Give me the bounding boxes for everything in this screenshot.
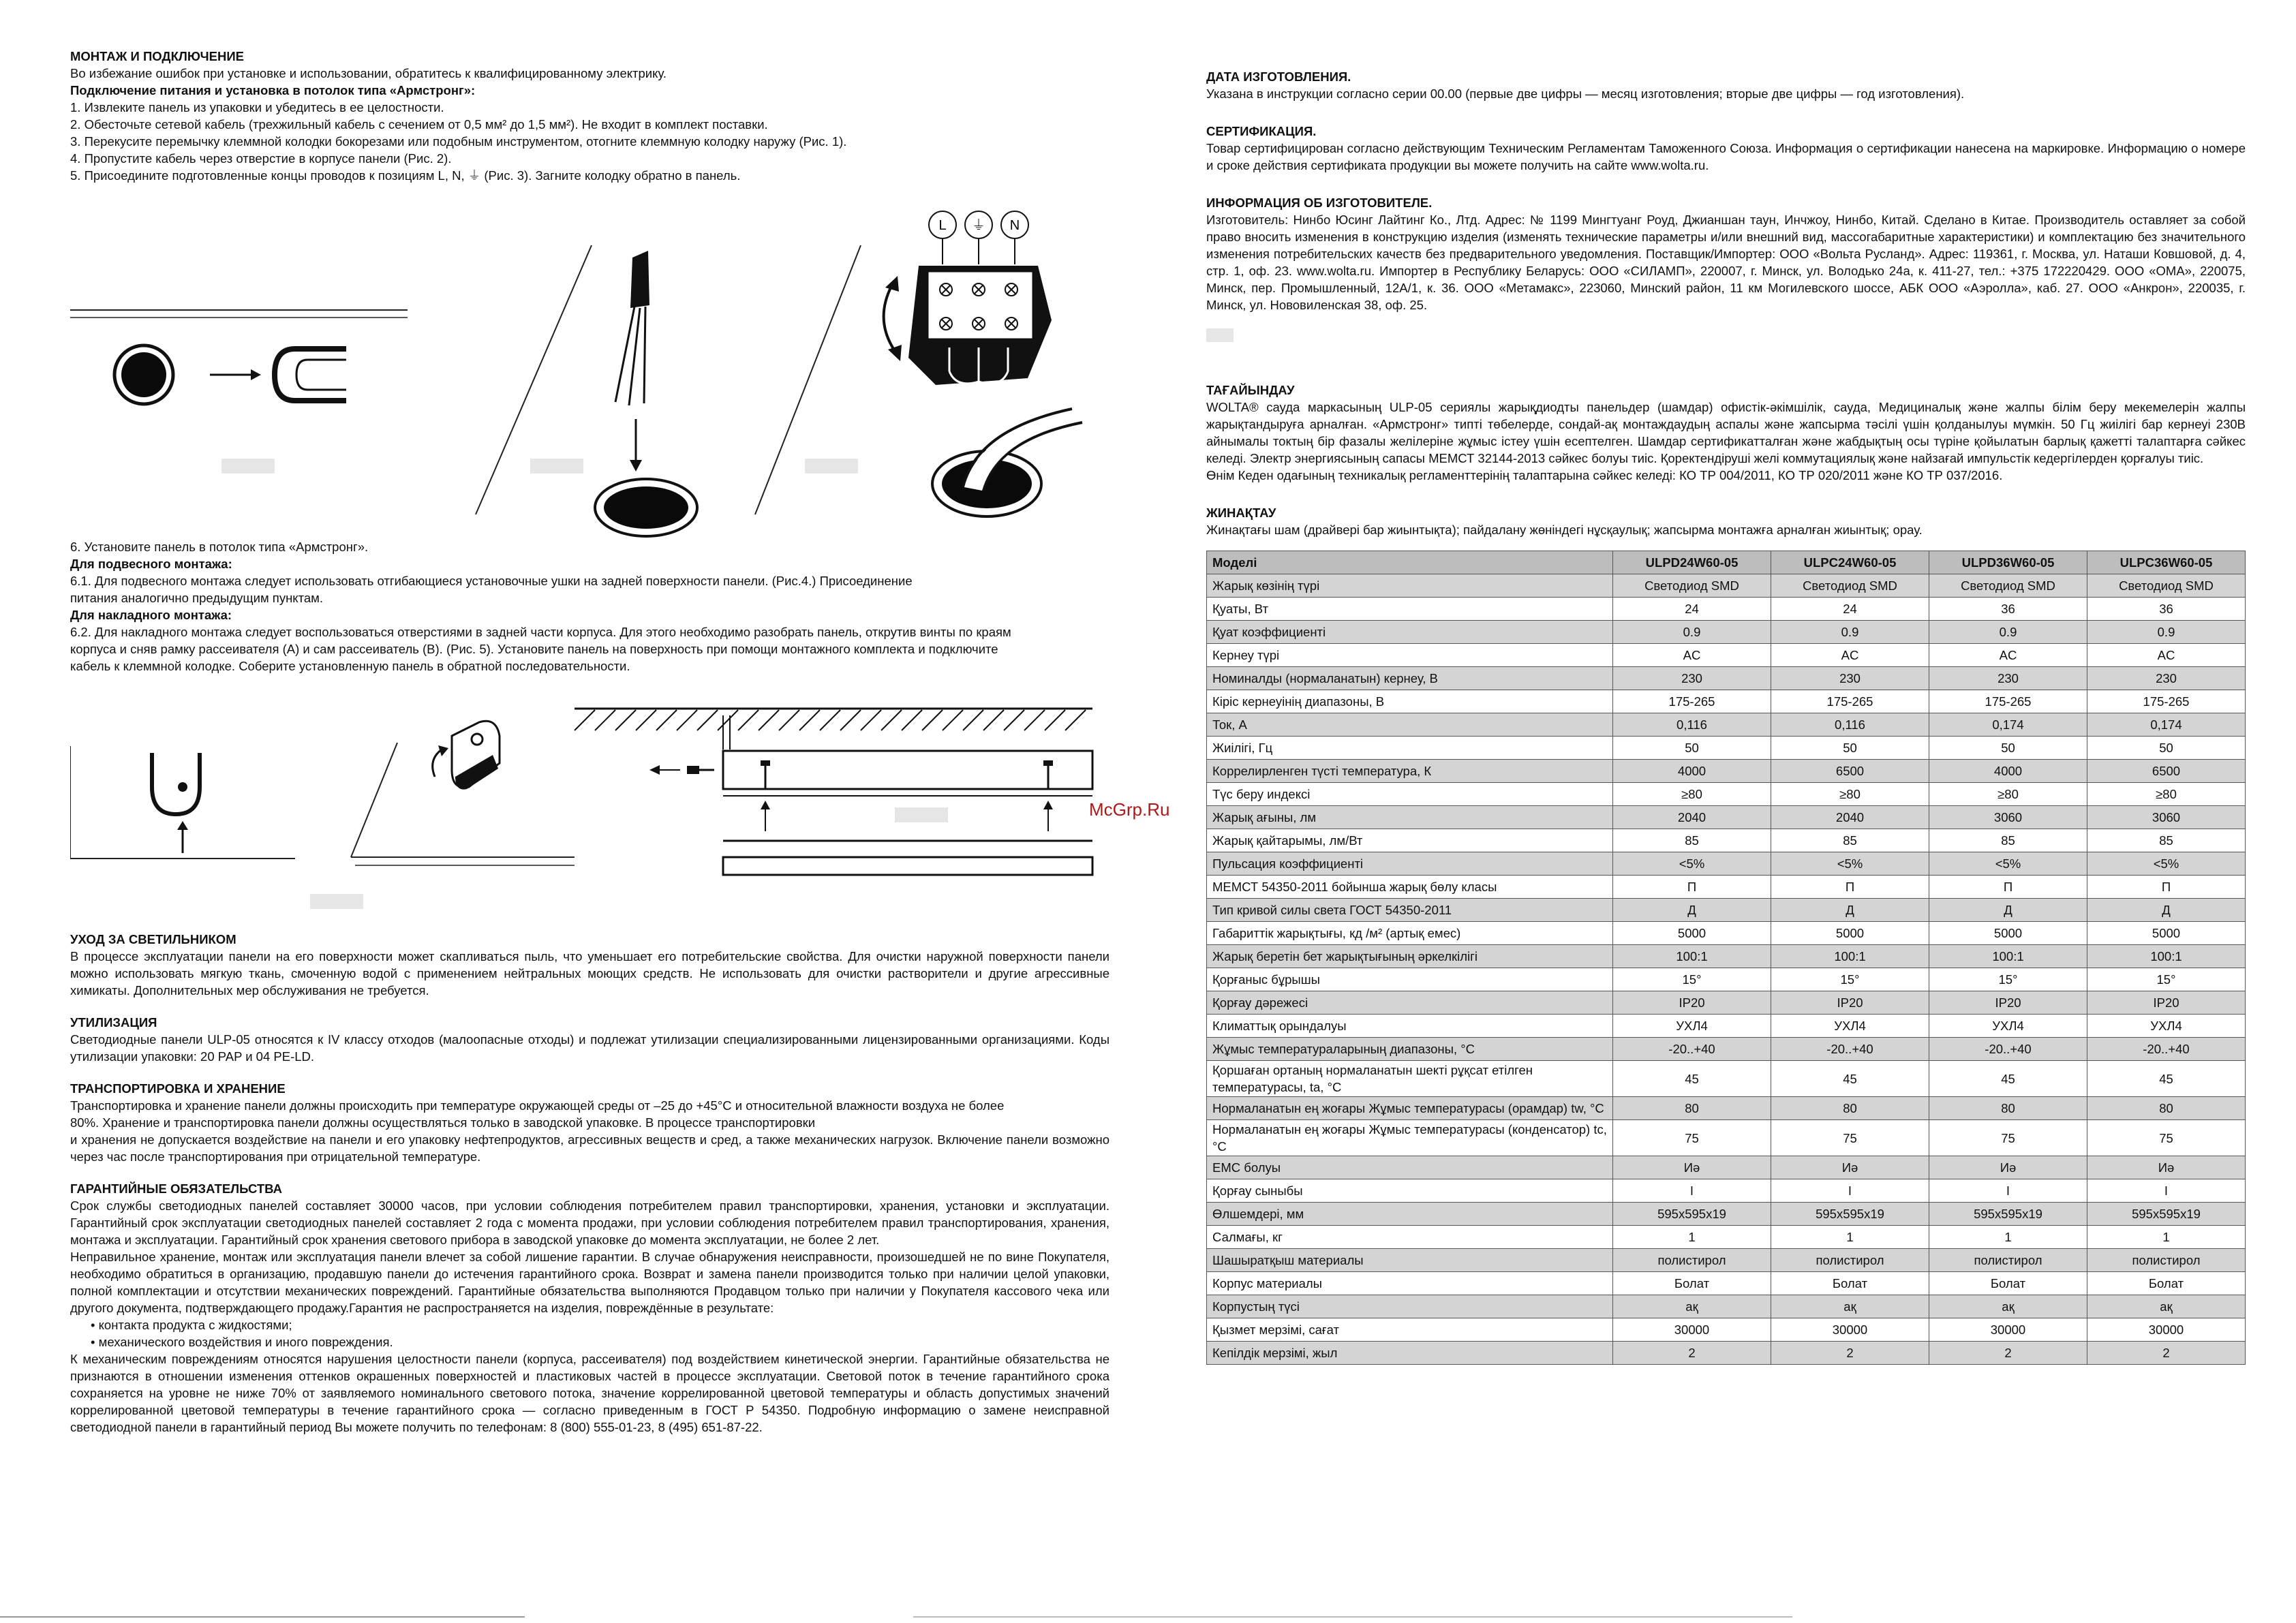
table-cell: 595x595x19	[1613, 1203, 1771, 1226]
warranty-bullet-2: • механического воздействия и иного повреждения.	[91, 1335, 393, 1349]
table-row	[1207, 690, 2246, 713]
table-cell: 6500	[1771, 760, 1929, 783]
table-row-label: Нормаланатын ең жоғары Жұмыс температурасы (конденсатор) tc, °С	[1207, 1120, 1613, 1156]
watermark: McGrp.Ru	[1089, 799, 1170, 820]
table-cell: 2	[2087, 1342, 2246, 1365]
figure-3	[755, 211, 1082, 516]
table-row-label: Қорғау дәрежесі	[1207, 991, 1613, 1015]
table-row	[1207, 1226, 2246, 1249]
table-cell: 85	[1613, 829, 1771, 852]
table-cell: УХЛ4	[2087, 1015, 2246, 1038]
table-row-label: Жарық көзінің түрі	[1207, 574, 1613, 598]
table-cell: AC	[1613, 644, 1771, 667]
table-cell: 80	[2087, 1097, 2246, 1120]
table-row-label: Нормаланатын ең жоғары Жұмыс температурасы (орамдар) tw, °С	[1207, 1097, 1613, 1120]
mount-intro: Во избежание ошибок при установке и использовании, обратитесь к квалифицированному электрику.	[70, 66, 667, 80]
table-row-label: Жарық беретін бет жарықтығының әркелкілігі	[1207, 945, 1613, 968]
table-cell: полистирол	[1613, 1249, 1771, 1272]
table-header-cell: ULPC36W60-05	[2087, 551, 2246, 574]
right-page	[1206, 68, 2246, 1365]
table-cell: 50	[1613, 737, 1771, 760]
table-row-label: Кепілдік мерзімі, жыл	[1207, 1342, 1613, 1365]
purpose-text: WOLTA® сауда маркасының ULP-05 сериялы жарықдиодты панельдер (шамдар) офистік-әкімшілік, сауда, Медициналық және жалпы білім беру мекемелерін жалпы жарықтандыруға арналған. «Армстронг» типті төбелерде, сондай-ақ монтаждаудың аспалы және жапсырма тәсілі үшін қолданылуы мүмкін. 50 Гц жиілігі бар кернеуі 230В айнымалы токтың бір фазалы желілеріне жұмыс істеу үшін есептелген. Шамдар сертификатталған және жабдықтың осы түріне қойылатын барлық қажетті талаптарға сәйкес келеді. Электр энергиясының сапасы МЕМСТ 32144-2013 сәйкес болуы тиіс. Қоректендіруші желі коммутациялық және найзағай импульстік кедергілерден қорғалуы тиіс.	[1206, 400, 2246, 465]
table-cell: IP20	[2087, 991, 2246, 1015]
terminal-label-l: L	[938, 218, 947, 233]
table-cell: 0.9	[1929, 621, 2087, 644]
table-row	[1207, 1342, 2246, 1365]
table-row-label: Салмағы, кг	[1207, 1226, 1613, 1249]
table-cell: Болат	[1929, 1272, 2087, 1295]
table-cell: 100:1	[1771, 945, 1929, 968]
table-cell: 595x595x19	[1771, 1203, 1929, 1226]
table-cell: 100:1	[2087, 945, 2246, 968]
table-cell: 230	[1771, 667, 1929, 690]
table-cell: I	[1771, 1179, 1929, 1203]
table-cell: 50	[1771, 737, 1929, 760]
table-row-label: Қорғау сыныбы	[1207, 1179, 1613, 1203]
table-cell: 5000	[1613, 922, 1771, 945]
table-cell: -20..+40	[1929, 1038, 2087, 1061]
table-cell: П	[2087, 876, 2246, 899]
maker-text: Изготовитель: Нинбо Юсинг Лайтинг Ко., Лтд. Адрес: № 1199 Мингтуанг Роуд, Джианшан таун, Инчжоу, Нинбо, Китай. Сделано в Китае. Производитель оставляет за собой право вносить изменения в конструкцию изделия (изменять технические параметры и/или внешний вид, массогабаритные характеристики) и комплектацию без значительного изменения потребительских качеств без предварительного уведомления. Поставщик/Импортер: ООО «Вольта Русланд». Адрес: 119361, г. Москва, ул. Наташи Ковшовой, д. 4, стр. 1, оф. 23. www.wolta.ru. Импортер в Республику Беларусь: ООО «СИЛАМП», 220007, г. Минск, ул. Володько 24а, к. 411-27, тел.: +375 172220429. ООО «ОМА», 220075, Минск, пер. Промышленный, 12А/1, к. 36. ООО «Метамакс», 223060, Минский район, 11 км Могилевского шоссе, АБК ООО «Аэролла», каб. 27. ООО «Анкрон», 220035, г. Минск, ул. Нововиленская 38, оф. 25.	[1206, 213, 2246, 312]
figure-2	[476, 245, 697, 536]
left-page	[70, 48, 1109, 1436]
table-cell: Иә	[2087, 1156, 2246, 1179]
table-cell: Светодиод SMD	[1771, 574, 1929, 598]
spec-table	[1206, 551, 2246, 1365]
bottom-rule-right	[913, 1616, 1792, 1618]
table-cell: 0.9	[2087, 621, 2246, 644]
table-cell: 5000	[1929, 922, 2087, 945]
table-cell: 5000	[1771, 922, 1929, 945]
table-row-label: Қуат коэффициенті	[1207, 621, 1613, 644]
table-cell: AC	[2087, 644, 2246, 667]
warranty-p3: К механическим повреждениям относятся нарушения целостности панели (корпуса, рассеивателя) под воздействием кинетической энергии. Гарантийные обязательства не признаются в отношении изменения оттенков окрашенных поверхностей и пластиковых частей в процессе эксплуатации. Световой поток в течение гарантийного срока сохраняется на уровне не ниже 70% от заявляемого номинального светового потока, значение коррелированной цветовой температуры и область допустимых значений коррелированной цветовой температуры в течение гарантийного срока — согласно приведенным в ГОСТ Р 54350. Подробную информацию о замене неисправной светодиодной панели в гарантийный период Вы можете получить по телефонам: 8 (800) 555-01-23, 8 (495) 651-87-22.	[70, 1352, 1109, 1434]
table-row-label: Корпустың түсі	[1207, 1295, 1613, 1318]
table-cell: ≥80	[1613, 783, 1771, 806]
table-cell: 0,116	[1771, 713, 1929, 737]
mount-step-4: 4. Пропустите кабель через отверстие в корпусе панели (Рис. 2).	[70, 151, 452, 166]
table-row	[1207, 1249, 2246, 1272]
table-cell: <5%	[1613, 852, 1771, 876]
table-cell: 50	[2087, 737, 2246, 760]
table-cell: 45	[1613, 1061, 1771, 1097]
mount-step-1: 1. Извлеките панель из упаковки и убедитесь в ее целостности.	[70, 100, 444, 114]
table-cell: полистирол	[1929, 1249, 2087, 1272]
table-cell: ақ	[1929, 1295, 2087, 1318]
table-cell: ақ	[2087, 1295, 2246, 1318]
table-cell: 15°	[1771, 968, 1929, 991]
table-cell: 5000	[2087, 922, 2246, 945]
table-cell: 4000	[1929, 760, 2087, 783]
table-row	[1207, 1015, 2246, 1038]
table-cell: AC	[1771, 644, 1929, 667]
utilization-title: УТИЛИЗАЦИЯ	[70, 1015, 157, 1030]
table-row	[1207, 574, 2246, 598]
table-cell: 75	[1613, 1120, 1771, 1156]
table-cell: 50	[1929, 737, 2087, 760]
suspended-title: Для подвесного монтажа:	[70, 557, 232, 571]
table-cell: 175-265	[2087, 690, 2246, 713]
warranty-bullet-1: • контакта продукта с жидкостями;	[91, 1318, 292, 1332]
table-cell: 75	[1771, 1120, 1929, 1156]
mount-subtitle: Подключение питания и установка в потолок типа «Армстронг»:	[70, 83, 476, 97]
suspended-text-2: питания аналогично предыдущим пунктам.	[70, 591, 324, 605]
table-row-label: Жұмыс температураларының диапазоны, °С	[1207, 1038, 1613, 1061]
table-row	[1207, 852, 2246, 876]
table-cell: 80	[1929, 1097, 2087, 1120]
table-row	[1207, 737, 2246, 760]
table-cell: 595x595x19	[2087, 1203, 2246, 1226]
table-cell: Светодиод SMD	[1929, 574, 2087, 598]
table-row-label: Қуаты, Вт	[1207, 598, 1613, 621]
table-cell: 0.9	[1613, 621, 1771, 644]
terminal-label-n: N	[1009, 218, 1020, 233]
table-row	[1207, 713, 2246, 737]
table-row	[1207, 1120, 2246, 1156]
table-cell: 45	[2087, 1061, 2246, 1097]
table-cell: 85	[1771, 829, 1929, 852]
table-cell: ақ	[1771, 1295, 1929, 1318]
table-cell: 0,174	[2087, 713, 2246, 737]
table-cell: 15°	[2087, 968, 2246, 991]
table-cell: Светодиод SMD	[2087, 574, 2246, 598]
date-title: ДАТА ИЗГОТОВЛЕНИЯ.	[1206, 69, 1351, 84]
table-cell: 30000	[1613, 1318, 1771, 1342]
table-cell: IP20	[1929, 991, 2087, 1015]
bottom-rule-left	[0, 1616, 525, 1618]
table-row	[1207, 1097, 2246, 1120]
figures-1-3	[70, 184, 1109, 538]
purpose-title: ТАҒАЙЫНДАУ	[1206, 383, 1295, 397]
table-row-label: Кіріс кернеуінің диапазоны, В	[1207, 690, 1613, 713]
table-row-label: Ток, А	[1207, 713, 1613, 737]
table-row	[1207, 783, 2246, 806]
table-row-label: EMC болуы	[1207, 1156, 1613, 1179]
table-cell: 595x595x19	[1929, 1203, 2087, 1226]
table-cell: 15°	[1613, 968, 1771, 991]
table-cell: 2	[1929, 1342, 2087, 1365]
table-row-label: Пульсация коэффициенті	[1207, 852, 1613, 876]
table-cell: 4000	[1613, 760, 1771, 783]
table-cell: Д	[1613, 899, 1771, 922]
suspended-text-1: 6.1. Для подвесного монтажа следует использовать отгибающиеся установочные ушки на задней поверхности панели. (Рис.4.) Присоединение	[70, 574, 913, 588]
table-row-label: Номиналды (нормаланатын) кернеу, В	[1207, 667, 1613, 690]
table-cell: Иә	[1929, 1156, 2087, 1179]
table-header-cell: ULPD36W60-05	[1929, 551, 2087, 574]
table-row	[1207, 1179, 2246, 1203]
table-cell: 230	[2087, 667, 2246, 690]
table-row	[1207, 760, 2246, 783]
table-cell: 24	[1613, 598, 1771, 621]
table-row	[1207, 667, 2246, 690]
table-cell: 1	[1771, 1226, 1929, 1249]
table-cell: <5%	[2087, 852, 2246, 876]
table-cell: 1	[1613, 1226, 1771, 1249]
warranty-title: ГАРАНТИЙНЫЕ ОБЯЗАТЕЛЬСТВА	[70, 1181, 282, 1196]
table-row	[1207, 899, 2246, 922]
table-cell: 36	[2087, 598, 2246, 621]
table-header-row	[1207, 551, 2246, 574]
table-row	[1207, 644, 2246, 667]
cert-title: СЕРТИФИКАЦИЯ.	[1206, 124, 1317, 138]
table-cell: I	[2087, 1179, 2246, 1203]
table-cell: 0,116	[1613, 713, 1771, 737]
table-cell: П	[1613, 876, 1771, 899]
table-cell: полистирол	[2087, 1249, 2246, 1272]
table-cell: 80	[1771, 1097, 1929, 1120]
table-row-label: Корпус материалы	[1207, 1272, 1613, 1295]
warranty-p1: Срок службы светодиодных панелей составляет 30000 часов, при условии соблюдения потребителем правил транспортировки, хранения, установки и эксплуатации. Гарантийный срок эксплуатации светодиодных панелей составляет 2 года с момента продажи, при условии соблюдения потребителем правил транспортирования, хранения, монтажа и эксплуатации. Гарантийный срок хранения светового прибора в заводской упаковке до момента эксплуатации, не более 2 лет.	[70, 1199, 1109, 1247]
table-cell: 24	[1771, 598, 1929, 621]
mount-step-2: 2. Обесточьте сетевой кабель (трехжильный кабель с сечением от 0,5 мм² до 1,5 мм²). Не входит в комплект поставки.	[70, 117, 768, 132]
table-row-label: Коррелирленген түсті температура, К	[1207, 760, 1613, 783]
table-cell: Светодиод SMD	[1613, 574, 1771, 598]
table-cell: 3060	[1929, 806, 2087, 829]
table-cell: 45	[1929, 1061, 2087, 1097]
table-cell: Иә	[1613, 1156, 1771, 1179]
table-row	[1207, 945, 2246, 968]
table-row	[1207, 1038, 2246, 1061]
table-cell: 6500	[2087, 760, 2246, 783]
placeholder-box	[1206, 328, 1234, 342]
table-cell: Болат	[1771, 1272, 1929, 1295]
table-row	[1207, 829, 2246, 852]
table-cell: AC	[1929, 644, 2087, 667]
warranty-p2: Неправильное хранение, монтаж или эксплуатация панели влечет за собой лишение гарантии. В случае обнаружения неисправности, произошедшей не по вине Покупателя, необходимо обратиться в организацию, продавшую панели до истечения гарантийного срока. Возврат и замена панели производится только при наличии целой упаковки, полной комплектации и отсутствии механических повреждений. Гарантийные обязательства выполняются Продавцом только при наличии у Покупателя кассового чека или другого документа, подтверждающего продажу.Гарантия не распространяется на изделия, повреждённые в результате:	[70, 1250, 1109, 1315]
table-cell: П	[1771, 876, 1929, 899]
table-cell: ≥80	[2087, 783, 2246, 806]
table-cell: 85	[2087, 829, 2246, 852]
table-row-label: Жарық қайтарымы, лм/Вт	[1207, 829, 1613, 852]
table-cell: 30000	[1929, 1318, 2087, 1342]
table-cell: <5%	[1929, 852, 2087, 876]
table-cell: 80	[1613, 1097, 1771, 1120]
surface-text-2: корпуса и сняв рамку рассеивателя (А) и сам рассеиватель (В). (Рис. 5). Установите панель на поверхность при помощи монтажного комплекта и подключите	[70, 642, 998, 656]
mount-title: МОНТАЖ И ПОДКЛЮЧЕНИЕ	[70, 49, 245, 63]
table-cell: Д	[1929, 899, 2087, 922]
table-cell: 2040	[1613, 806, 1771, 829]
table-cell: 2	[1771, 1342, 1929, 1365]
table-cell: 15°	[1929, 968, 2087, 991]
table-cell: 100:1	[1929, 945, 2087, 968]
table-cell: <5%	[1771, 852, 1929, 876]
table-row-label: Кернеу түрі	[1207, 644, 1613, 667]
table-cell: 75	[1929, 1120, 2087, 1156]
table-cell: I	[1929, 1179, 2087, 1203]
table-cell: 175-265	[1613, 690, 1771, 713]
table-cell: 230	[1929, 667, 2087, 690]
table-row	[1207, 1272, 2246, 1295]
table-row	[1207, 1156, 2246, 1179]
table-cell: ≥80	[1771, 783, 1929, 806]
table-cell: Д	[1771, 899, 1929, 922]
table-cell: 45	[1771, 1061, 1929, 1097]
purpose-text-2: Өнім Кеден одағының техникалық регламенттерінің талаптарына сәйкес келеді: КО ТР 004/2011, КО ТР 020/2011 және КО ТР 037/2016.	[1206, 468, 2003, 482]
figure-1	[70, 310, 408, 474]
figure-4	[70, 721, 575, 909]
table-cell: Д	[2087, 899, 2246, 922]
table-row-label: Климаттық орындалуы	[1207, 1015, 1613, 1038]
surface-title: Для накладного монтажа:	[70, 608, 232, 622]
table-cell: IP20	[1613, 991, 1771, 1015]
table-row-label: Өлшемдері, мм	[1207, 1203, 1613, 1226]
table-row-label: Қорғаныс бұрышы	[1207, 968, 1613, 991]
transport-title: ТРАНСПОРТИРОВКА И ХРАНЕНИЕ	[70, 1081, 286, 1096]
table-row	[1207, 968, 2246, 991]
table-row-label: МЕМСТ 54350-2011 бойынша жарық бөлу класы	[1207, 876, 1613, 899]
table-row	[1207, 876, 2246, 899]
transport-text-1: Транспортировка и хранение панели должны происходить при температуре окружающей среды от –25 до +45°С и относительной влажности воздуха не более	[70, 1098, 1005, 1113]
terminal-label-ground: ⏚	[972, 217, 985, 233]
table-cell: 30000	[1771, 1318, 1929, 1342]
maker-title: ИНФОРМАЦИЯ ОБ ИЗГОТОВИТЕЛЕ.	[1206, 196, 1433, 210]
table-cell: 3060	[2087, 806, 2246, 829]
table-row	[1207, 598, 2246, 621]
figure-5	[575, 709, 1092, 875]
table-row-label: Түс беру индексі	[1207, 783, 1613, 806]
table-cell: 2040	[1771, 806, 1929, 829]
table-row-label: Тип кривой силы света ГОСТ 54350-2011	[1207, 899, 1613, 922]
step-6: 6. Установите панель в потолок типа «Армстронг».	[70, 540, 369, 554]
table-row-label: Қоршаған ортаның нормаланатын шекті рұқсат етілген температурасы, ta, °С	[1207, 1061, 1613, 1097]
figures-4-5	[70, 675, 1109, 927]
table-cell: 75	[2087, 1120, 2246, 1156]
cert-text: Товар сертифицирован согласно действующим Техническим Регламентам Таможенного Союза. Информация о сертификации нанесена на маркировке. Информацию о номере и сроке действия сертификата продукции вы можете получить на сайте www.wolta.ru.	[1206, 141, 2246, 172]
surface-text-1: 6.2. Для накладного монтажа следует воспользоваться отверстиями в задней части корпуса. Для этого необходимо разобрать панель, открутив винты по краям	[70, 625, 1011, 639]
table-row-label: Жиілігі, Гц	[1207, 737, 1613, 760]
mount-step-5: 5. Присоедините подготовленные концы проводов к позициям L, N, ⏚ (Рис. 3). Загните колодку обратно в панель.	[70, 168, 741, 183]
table-row	[1207, 621, 2246, 644]
table-cell: 85	[1929, 829, 2087, 852]
transport-text-2: 80%. Хранение и транспортировка панели должны осуществляться только в заводской упаковке. В процессе транспортировки	[70, 1115, 816, 1130]
table-row	[1207, 1203, 2246, 1226]
transport-text-3: и хранения не допускается воздействие на панели и его упаковку нефтепродуктов, агрессивных веществ и сред, а также механических нагрузок. Включение панели возможно через час после транспортирования при отрицательной температуре.	[70, 1132, 1109, 1164]
table-header-cell: ULPC24W60-05	[1771, 551, 1929, 574]
table-cell: I	[1613, 1179, 1771, 1203]
table-row	[1207, 806, 2246, 829]
table-cell: 175-265	[1929, 690, 2087, 713]
table-cell: 230	[1613, 667, 1771, 690]
table-row	[1207, 991, 2246, 1015]
table-row	[1207, 1295, 2246, 1318]
utilization-text: Светодиодные панели ULP-05 относятся к IV классу отходов (малоопасные отходы) и подлежат утилизации специализированными лицензированными организациями. Коды утилизации упаковки: 20 PAP и 04 PE-LD.	[70, 1032, 1109, 1064]
table-row	[1207, 922, 2246, 945]
table-cell: 0.9	[1771, 621, 1929, 644]
table-cell: IP20	[1771, 991, 1929, 1015]
table-cell: 100:1	[1613, 945, 1771, 968]
table-cell: 175-265	[1771, 690, 1929, 713]
table-cell: -20..+40	[1771, 1038, 1929, 1061]
table-cell: 2	[1613, 1342, 1771, 1365]
table-row	[1207, 1318, 2246, 1342]
surface-text-3: кабель к клеммной колодке. Соберите установленную панель в обратной последовательности.	[70, 659, 630, 673]
table-header-cell: ULPD24W60-05	[1613, 551, 1771, 574]
table-cell: 1	[2087, 1226, 2246, 1249]
care-text: В процессе эксплуатации панели на его поверхности может скапливаться пыль, что уменьшает его потребительские свойства. Для очистки наружной поверхности панели можно использовать мягкую ткань, смоченную водой с применением нейтральных моющих средств. Не использовать для очистки растворители и другие агрессивные химикаты. Дополнительных мер обслуживания не требуется.	[70, 949, 1109, 998]
kit-title: ЖИНАҚТАУ	[1206, 506, 1276, 520]
table-cell: Иә	[1771, 1156, 1929, 1179]
care-title: УХОД ЗА СВЕТИЛЬНИКОМ	[70, 932, 236, 946]
table-cell: 0,174	[1929, 713, 2087, 737]
table-row-label: Шашыратқыш материалы	[1207, 1249, 1613, 1272]
table-header-cell: Моделі	[1207, 551, 1613, 574]
table-cell: -20..+40	[1613, 1038, 1771, 1061]
table-cell: УХЛ4	[1929, 1015, 2087, 1038]
table-cell: Болат	[2087, 1272, 2246, 1295]
table-cell: УХЛ4	[1771, 1015, 1929, 1038]
date-text: Указана в инструкции согласно серии 00.00 (первые две цифры — месяц изготовления; вторые две цифры — год изготовления).	[1206, 87, 1965, 101]
table-cell: полистирол	[1771, 1249, 1929, 1272]
table-cell: П	[1929, 876, 2087, 899]
table-cell: 1	[1929, 1226, 2087, 1249]
table-row-label: Габариттік жарықтығы, кд /м² (артық емес)	[1207, 922, 1613, 945]
table-cell: ақ	[1613, 1295, 1771, 1318]
table-cell: ≥80	[1929, 783, 2087, 806]
kit-text: Жинақтағы шам (драйвері бар жиынтықта); пайдалану жөніндегі нұсқаулық; жапсырма монтажға арналған жиынтық; орау.	[1206, 523, 1923, 537]
table-row	[1207, 1061, 2246, 1097]
table-cell: -20..+40	[2087, 1038, 2246, 1061]
table-row-label: Қызмет мерзімі, сағат	[1207, 1318, 1613, 1342]
table-cell: УХЛ4	[1613, 1015, 1771, 1038]
table-cell: 36	[1929, 598, 2087, 621]
mount-step-3: 3. Перекусите перемычку клеммной колодки бокорезами или подобным инструментом, отогните клеммную колодку наружу (Рис. 1).	[70, 134, 847, 149]
table-row-label: Жарық ағыны, лм	[1207, 806, 1613, 829]
table-cell: 30000	[2087, 1318, 2246, 1342]
table-cell: Болат	[1613, 1272, 1771, 1295]
